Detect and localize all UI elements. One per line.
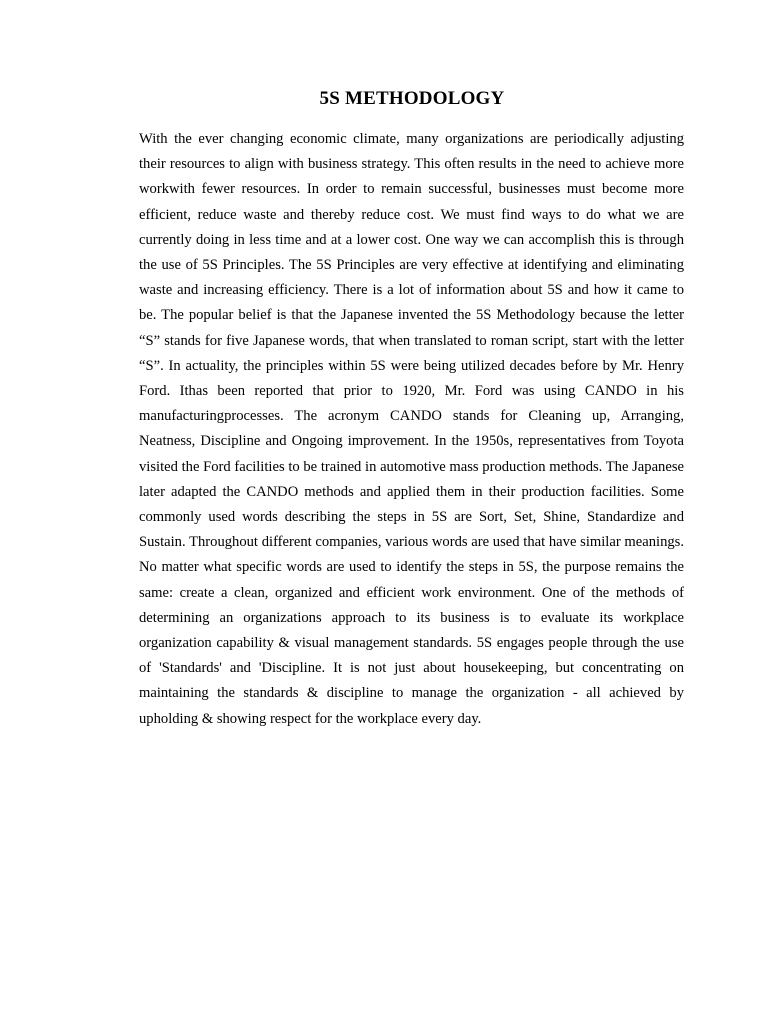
document-title: 5S METHODOLOGY <box>319 88 505 109</box>
document-body-paragraph: With the ever changing economic climate, many organizations are periodically adjusting their resources to align with business strategy. This often results in the need to achieve more workwith fewer resources. In order to remain successful, businesses must become more efficient, reduce waste and thereby reduce cost. We must find ways to do what we are currently doing in less time and at a lower cost. One way we can accomplish this is through the use of 5S Principles. The 5S Principles are very effective at identifying and eliminating waste and increasing efficiency. There is a lot of information about 5S and how it came to be. The popular belief is that the Japanese invented the 5S Methodology because the letter “S” stands for five Japanese words, that when translated to roman script, start with the letter “S”. In actuality, the principles within 5S were being utilized decades before by Mr. Henry Ford. Ithas been reported that prior to 1920, Mr. Ford was using CANDO in his manufacturingprocesses. The acronym CANDO stands for Cleaning up, Arranging, Neatness, Discipline and Ongoing improvement. In the 1950s, representatives from Toyota visited the Ford facilities to be trained in automotive mass production methods. The Japanese later adapted the CANDO methods and applied them in their production facilities. Some commonly used words describing the steps in 5S are Sort, Set, Shine, Standardize and Sustain. Throughout different companies, various words are used that have similar meanings. No matter what specific words are used to identify the steps in 5S, the purpose remains the same: create a clean, organized and efficient work environment. One of the methods of determining an organizations approach to its business is to evaluate its workplace organization capability & visual management standards. 5S engages people through the use of 'Standards' and 'Discipline. It is not just about housekeeping, but concentrating on maintaining the standards & discipline to manage the organization - all achieved by upholding & showing respect for the workplace every day. <box>139 131 684 727</box>
